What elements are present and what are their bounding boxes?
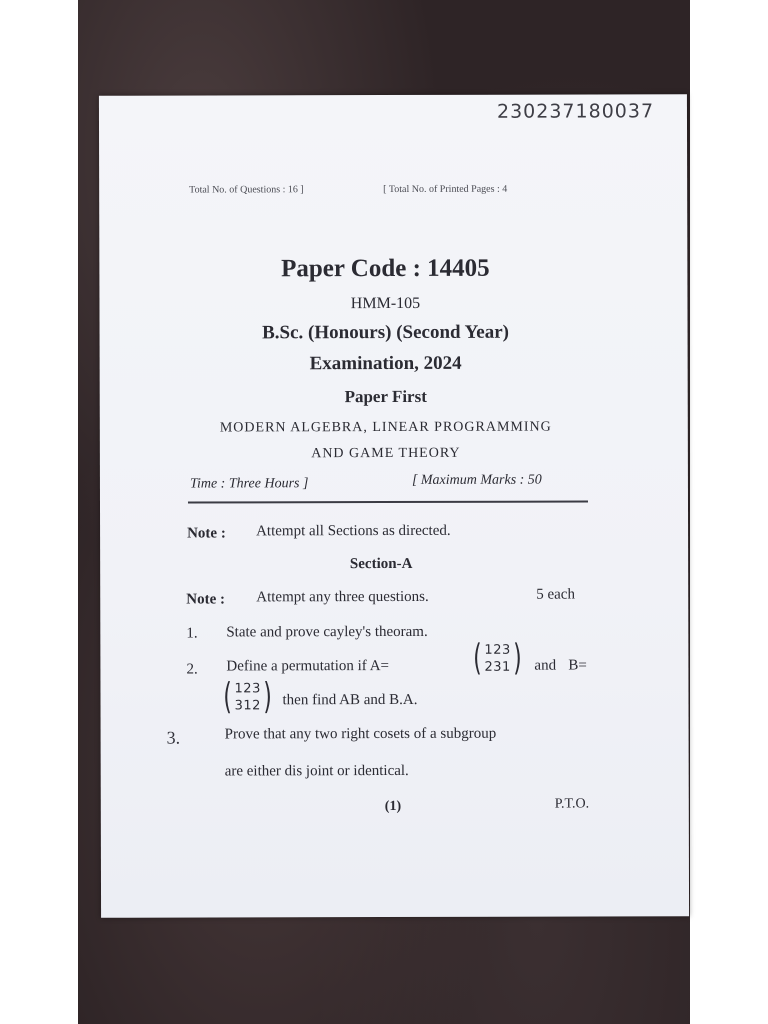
- marks-per-question: 5 each: [536, 586, 575, 603]
- matrix-row: 123: [234, 681, 261, 697]
- header-divider: [188, 500, 588, 503]
- exam-title: Examination, 2024: [309, 352, 462, 375]
- total-printed-pages: [ Total No. of Printed Pages : 4: [383, 183, 508, 196]
- question-text: B=: [568, 657, 587, 674]
- handwritten-tick-mark: 3.: [166, 727, 181, 748]
- note-label: Note :: [187, 525, 226, 542]
- question-paper-sheet: [99, 94, 689, 918]
- subject-line-1: MODERN ALGEBRA, LINEAR PROGRAMMING: [219, 419, 552, 436]
- subject-line-2: AND GAME THEORY: [311, 445, 461, 462]
- time-allowed: Time : Three Hours ]: [189, 476, 309, 492]
- handwritten-roll-number: 230237180037: [496, 100, 655, 123]
- please-turn-over: P.T.O.: [554, 796, 590, 812]
- degree-title: B.Sc. (Honours) (Second Year): [262, 321, 509, 344]
- right-paren: ): [513, 637, 523, 679]
- note-text: Attempt all Sections as directed.: [256, 522, 451, 540]
- page-number: (1): [384, 798, 402, 815]
- total-questions: Total No. of Questions : 16 ]: [189, 184, 304, 196]
- right-paren: ): [263, 676, 273, 718]
- matrix-row: 123: [484, 642, 511, 658]
- paper-code: Paper Code : 14405: [281, 254, 490, 283]
- maximum-marks: [ Maximum Marks : 50: [411, 472, 542, 488]
- section-note-text: Attempt any three questions.: [256, 588, 429, 606]
- permutation-matrix-a: [470, 637, 525, 679]
- matrix-row: 231: [484, 659, 511, 675]
- section-heading: Section-A: [349, 555, 413, 573]
- section-note-label: Note :: [186, 591, 225, 608]
- question-text: Define a permutation if A=: [226, 658, 390, 675]
- matrix-row: 312: [234, 698, 261, 714]
- course-code: HMM-105: [350, 294, 421, 313]
- left-paren: (: [223, 676, 232, 718]
- paper-part: Paper First: [344, 386, 427, 407]
- question-number: 1.: [186, 625, 198, 642]
- permutation-matrix-b: [220, 676, 275, 718]
- question-text: Prove that any two right cosets of a subgroup: [224, 725, 497, 743]
- question-text: and: [534, 657, 557, 674]
- question-text: then find AB and B.A.: [282, 691, 418, 709]
- left-paren: (: [473, 637, 482, 679]
- question-text: are either dis joint or identical.: [224, 762, 409, 780]
- question-number: 2.: [186, 661, 198, 678]
- question-text: State and prove cayley's theoram.: [226, 623, 428, 641]
